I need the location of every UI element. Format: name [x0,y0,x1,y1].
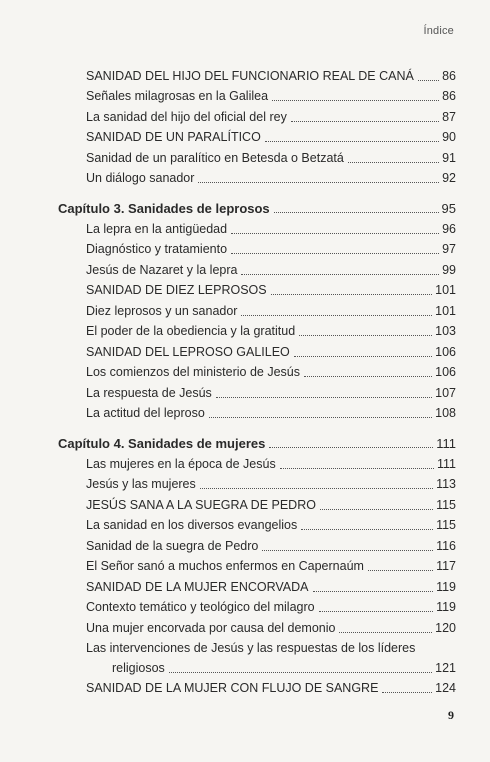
dot-leader [271,294,433,295]
toc-entry-title: Diez leprosos y un sanador [86,303,238,318]
toc-entry [58,125,456,146]
toc-entry-page: 107 [435,385,456,400]
toc-entry-page: 121 [435,660,456,675]
toc-entry-title: Sanidad de la suegra de Pedro [86,538,259,553]
toc-entry [58,401,456,422]
dot-leader [348,162,439,163]
toc-entry-page: 91 [442,150,456,165]
toc-entry-title: Señales milagrosas en la Galilea [86,89,269,103]
toc-entry-page: 103 [435,324,456,338]
toc-entry-page: 97 [442,242,456,256]
toc-entry-title: La sanidad del hijo del oficial del rey [86,109,287,124]
toc-entry-title-line2: religiosos [112,660,165,675]
toc-entry-title: Jesús y las mujeres [86,477,196,491]
dot-leader [262,550,433,551]
toc-entry-title-line1: Las intervenciones de Jesús y las respuestas de los líderes [86,640,416,655]
toc-entry-title: Sanidad de un paralítico en Betesda o Betzatá [86,150,344,165]
toc-entry-title: El poder de la obediencia y la gratitud [86,324,296,338]
toc-entry-page: 101 [435,303,456,318]
dot-leader [241,315,432,316]
toc-chapter-title: Capítulo 4. Sanidades de mujeres [58,436,266,451]
toc-entry [58,237,456,258]
toc-entry-page: 113 [436,477,456,491]
dot-leader [294,356,432,357]
toc-entry-page: 86 [442,89,456,103]
dot-leader [231,253,439,254]
toc-entry-title: Diagnóstico y tratamiento [86,242,228,256]
toc-entry [58,257,456,278]
toc-entry-page: 92 [442,171,456,185]
toc-entry-title: Un diálogo sanador [86,171,195,185]
dot-leader [198,182,439,183]
toc-entry-title: Contexto temático y teológico del milagro [86,600,315,614]
table-of-contents [58,63,456,696]
dot-leader [272,100,439,101]
toc-entry [58,574,456,595]
toc-chapter-heading [58,188,456,216]
toc-entry [58,472,456,493]
toc-entry-title-block [86,641,456,676]
toc-entry-page: 119 [436,600,456,614]
toc-entry-page: 95 [441,201,456,216]
toc-entry-page: 111 [436,436,456,451]
toc-entry-page: 106 [435,365,456,379]
toc-entry-title: SANIDAD DEL HIJO DEL FUNCIONARIO REAL DE CANÁ [86,68,414,83]
toc-entry-title: SANIDAD DEL LEPROSO GALILEO [86,344,290,359]
dot-leader [301,529,433,530]
toc-entry-page: 87 [442,109,456,124]
toc-entry-title: La actitud del leproso [86,406,205,420]
toc-entry-page: 108 [435,406,456,420]
toc-entry [58,278,456,299]
dot-leader [320,509,433,510]
toc-entry [58,298,456,319]
dot-leader [241,274,439,275]
toc-entry-page: 90 [442,130,456,144]
toc-entry-page: 117 [436,559,456,573]
dot-leader [274,212,439,213]
toc-entry-page: 106 [435,344,456,359]
toc-chapter-heading [58,423,456,451]
toc-entry-title: Las mujeres en la época de Jesús [86,456,276,471]
toc-entry [58,380,456,401]
toc-entry-title: La lepra en la antigüedad [86,221,228,236]
toc-entry-page: 86 [442,68,456,83]
toc-entry [58,63,456,84]
toc-entry [58,339,456,360]
toc-entry-page: 99 [442,262,456,277]
toc-entry [58,319,456,340]
toc-entry-title: Una mujer encorvada por causa del demonio [86,620,336,635]
toc-entry [58,145,456,166]
toc-entry-page: 96 [442,221,456,236]
dot-leader [368,570,433,571]
toc-entry-title: Los comienzos del ministerio de Jesús [86,365,300,379]
toc-entry [58,595,456,616]
toc-entry-page: 124 [435,681,456,695]
toc-entry [58,554,456,575]
toc-entry-title: SANIDAD DE DIEZ LEPROSOS [86,283,267,297]
running-header: Índice [423,25,454,37]
dot-leader [265,141,439,142]
toc-entry-title: La respuesta de Jesús [86,385,212,400]
dot-leader [291,121,439,122]
toc-entry-title-line2-row [86,661,456,676]
toc-entry [58,451,456,472]
dot-leader [200,488,433,489]
toc-entry-title: SANIDAD DE LA MUJER ENCORVADA [86,579,309,594]
toc-entry-page: 116 [436,538,456,553]
toc-entry-title: SANIDAD DE UN PARALÍTICO [86,130,261,144]
toc-entry [58,104,456,125]
toc-entry-title: Jesús de Nazaret y la lepra [86,262,238,277]
toc-entry [58,84,456,105]
dot-leader [339,632,432,633]
dot-leader [269,447,433,448]
toc-entry-title: El Señor sanó a muchos enfermos en Capernaúm [86,559,364,573]
dot-leader [280,468,434,469]
toc-entry-page: 111 [436,456,456,471]
toc-entry-page: 115 [436,497,456,512]
toc-entry [58,216,456,237]
toc-entry [58,533,456,554]
dot-leader [313,591,434,592]
dot-leader [209,417,432,418]
toc-entry [58,360,456,381]
toc-entry-wrapped [58,636,456,676]
dot-leader [231,233,439,234]
toc-entry [58,513,456,534]
toc-entry [58,492,456,513]
toc-entry-title: La sanidad en los diversos evangelios [86,518,298,532]
dot-leader [216,397,432,398]
toc-entry [58,615,456,636]
toc-entry-title: SANIDAD DE LA MUJER CON FLUJO DE SANGRE [86,681,379,695]
toc-entry [58,676,456,697]
dot-leader [299,335,432,336]
toc-entry [58,166,456,187]
toc-entry-page: 120 [435,620,456,635]
toc-entry-page: 119 [436,579,456,594]
dot-leader [169,672,432,673]
toc-entry-page: 101 [435,283,456,297]
toc-chapter-title: Capítulo 3. Sanidades de leprosos [58,201,270,216]
dot-leader [382,692,432,693]
dot-leader [304,376,432,377]
dot-leader [418,80,439,81]
toc-entry-title: JESÚS SANA A LA SUEGRA DE PEDRO [86,497,316,512]
toc-entry-page: 115 [436,518,456,532]
dot-leader [319,611,433,612]
page-number: 9 [448,708,454,722]
